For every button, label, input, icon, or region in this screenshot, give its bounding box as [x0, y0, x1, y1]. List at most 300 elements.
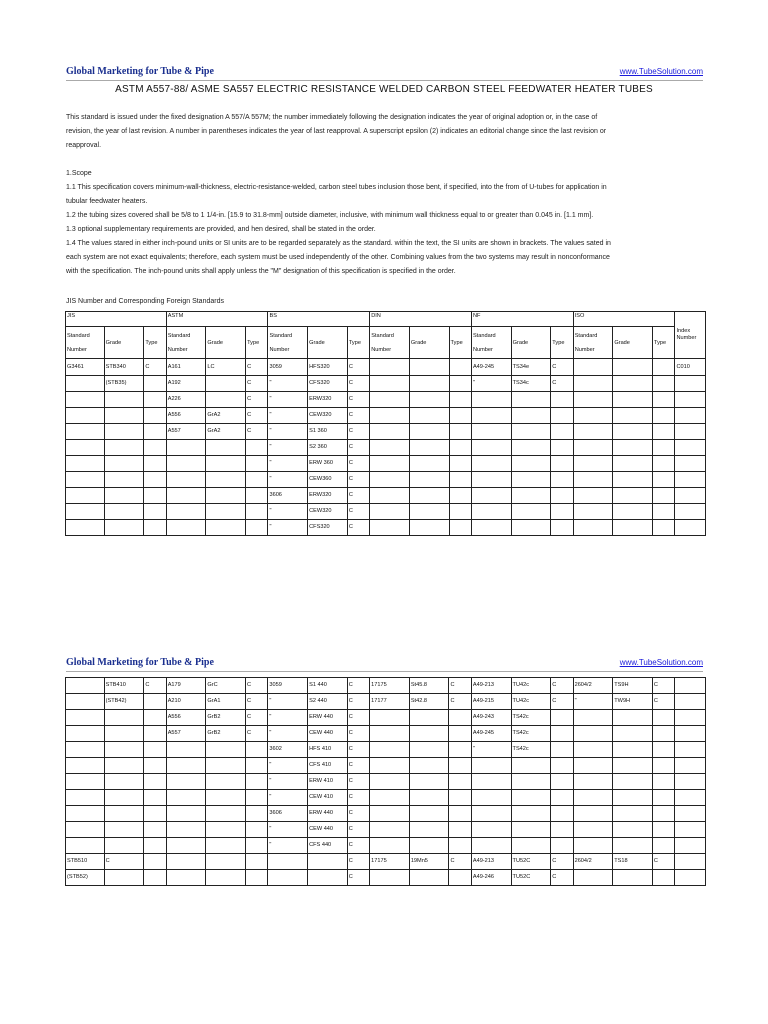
table-cell: [246, 774, 268, 790]
table-row: [66, 678, 706, 694]
table-cell: CFS 410: [308, 758, 348, 774]
table-cell: CFS 440: [308, 838, 348, 854]
table-cell: 3606: [268, 806, 308, 822]
table-cell: A556: [166, 408, 206, 424]
table-cell: [144, 520, 166, 536]
table-cell: [66, 488, 105, 504]
table-cell: [104, 392, 144, 408]
table-cell: [613, 790, 653, 806]
table-cell: [449, 758, 471, 774]
table-cell: LC: [206, 359, 246, 376]
table-cell: [613, 742, 653, 758]
table-cell: [551, 774, 573, 790]
table-cell: C: [347, 790, 369, 806]
table-cell: [66, 424, 105, 440]
table-cell: [573, 408, 613, 424]
table-row: [66, 520, 706, 536]
table-cell: [104, 726, 144, 742]
table-cell: [449, 504, 471, 520]
table-cell: [144, 504, 166, 520]
table-cell: [166, 774, 206, 790]
table-cell: [370, 838, 410, 854]
table-cell: [449, 726, 471, 742]
table-cell: A192: [166, 376, 206, 392]
table-cell: A179: [166, 678, 206, 694]
table-cell: C: [246, 424, 268, 440]
column-header: Standard Number: [471, 327, 511, 359]
table-cell: [409, 726, 449, 742]
table-row: [66, 774, 706, 790]
table-cell: [652, 870, 674, 886]
table-cell: [370, 392, 410, 408]
table-cell: TU52C: [511, 870, 551, 886]
table-row: [66, 790, 706, 806]
table-cell: [511, 806, 551, 822]
table-cell: [652, 822, 674, 838]
header-rule: [66, 80, 703, 81]
table-cell: [675, 870, 706, 886]
table-cell: [409, 392, 449, 408]
table-cell: S1 360: [308, 424, 348, 440]
column-header: Grade: [308, 327, 348, 359]
table-row: [66, 758, 706, 774]
table-cell: [573, 359, 613, 376]
table-cell: HFS320: [308, 359, 348, 376]
table-cell: [104, 456, 144, 472]
table-cell: [409, 790, 449, 806]
table-cell: [511, 790, 551, 806]
table-cell: [652, 726, 674, 742]
intro-paragraph: [66, 111, 706, 153]
table-cell: [104, 758, 144, 774]
table-cell: [613, 488, 653, 504]
table-cell: A49-213: [471, 854, 511, 870]
table-cell: C: [347, 870, 369, 886]
table-cell: [449, 359, 471, 376]
table-cell: [675, 440, 706, 456]
table-cell: [551, 806, 573, 822]
table-cell: [653, 359, 675, 376]
table-cell: [144, 806, 166, 822]
table-cell: [653, 408, 675, 424]
table-cell: [104, 488, 144, 504]
table-cell: A49-213: [471, 678, 511, 694]
table-cell: [613, 424, 653, 440]
table-cell: [370, 359, 410, 376]
scope-line: 1.3 optional supplementary requirements are provided, and hen desired, shall be stated in the order.: [66, 226, 376, 233]
table-cell: [551, 504, 573, 520]
table-cell: ": [573, 694, 613, 710]
table-cell: [675, 806, 706, 822]
table-cell: [449, 520, 471, 536]
table-cell: [573, 488, 613, 504]
table-cell: [511, 408, 551, 424]
table-cell: [370, 710, 410, 726]
table-cell: C: [246, 694, 268, 710]
table-cell: C: [449, 678, 471, 694]
column-header: Grade: [613, 327, 653, 359]
table-cell: [471, 806, 511, 822]
table-cell: TS42c: [511, 742, 551, 758]
table-cell: [308, 870, 348, 886]
column-header: Type: [144, 327, 166, 359]
table-cell: C: [246, 710, 268, 726]
table-cell: A49-245: [471, 359, 511, 376]
column-header: Grade: [409, 327, 449, 359]
table-cell: 17175: [370, 854, 410, 870]
table-cell: [66, 376, 105, 392]
table-row: [66, 408, 706, 424]
table-cell: C: [347, 710, 369, 726]
table-cell: [613, 710, 653, 726]
table-cell: [573, 424, 613, 440]
table-cell: ": [268, 520, 308, 536]
table-cell: [144, 710, 166, 726]
table-cell: C: [347, 424, 369, 440]
table-cell: [613, 806, 653, 822]
table-cell: [511, 504, 551, 520]
table-cell: [166, 472, 206, 488]
table-caption: JIS Number and Corresponding Foreign Standards: [66, 298, 224, 305]
table-cell: A49-245: [471, 726, 511, 742]
table-cell: [653, 520, 675, 536]
table-cell: [370, 424, 410, 440]
table-row: [66, 870, 706, 886]
table-cell: (STB42): [104, 694, 144, 710]
table-cell: [246, 758, 268, 774]
table-cell: [144, 392, 166, 408]
table-cell: [573, 758, 613, 774]
table-cell: [370, 408, 410, 424]
table-cell: C: [551, 694, 573, 710]
table-cell: S2 440: [308, 694, 348, 710]
table-cell: [551, 822, 573, 838]
table-cell: [511, 758, 551, 774]
group-header: BS: [268, 312, 370, 327]
table-cell: ": [268, 408, 308, 424]
table-cell: [66, 822, 105, 838]
table-cell: [573, 822, 613, 838]
group-header: JIS: [66, 312, 167, 327]
table-cell: [573, 520, 613, 536]
table-cell: [370, 504, 410, 520]
table-cell: C: [551, 359, 573, 376]
table-cell: [246, 806, 268, 822]
table-cell: [613, 520, 653, 536]
table-cell: S2 360: [308, 440, 348, 456]
table-cell: [449, 790, 471, 806]
table-row: [66, 488, 706, 504]
site-link[interactable]: www.TubeSolution.com: [619, 658, 703, 667]
table-cell: [370, 742, 410, 758]
table-cell: [449, 472, 471, 488]
table-row: [66, 456, 706, 472]
table-cell: [370, 472, 410, 488]
table-cell: [652, 806, 674, 822]
table-cell: [66, 726, 105, 742]
table-cell: [471, 472, 511, 488]
table-row: [66, 694, 706, 710]
table-cell: [206, 742, 246, 758]
table-cell: TU42c: [511, 694, 551, 710]
table-cell: [471, 838, 511, 854]
table-cell: [166, 870, 206, 886]
table-cell: [675, 774, 706, 790]
table-cell: [675, 726, 706, 742]
brand-name: Global Marketing for Tube & Pipe: [66, 657, 214, 668]
table-cell: [551, 520, 573, 536]
table-cell: ": [471, 376, 511, 392]
table-cell: C: [347, 440, 369, 456]
table-cell: [675, 710, 706, 726]
table-row: [66, 472, 706, 488]
table-cell: [471, 440, 511, 456]
table-cell: C: [551, 678, 573, 694]
table-cell: C: [652, 694, 674, 710]
table-cell: [675, 424, 706, 440]
table-cell: [573, 376, 613, 392]
table-cell: S1 440: [308, 678, 348, 694]
table-cell: TS42c: [511, 726, 551, 742]
table-cell: [613, 456, 653, 472]
table-cell: ERW 410: [308, 774, 348, 790]
table-cell: [675, 822, 706, 838]
table-cell: 17177: [370, 694, 410, 710]
page-header-2: [66, 657, 703, 671]
table-cell: TS9H: [613, 678, 653, 694]
table-cell: ": [268, 790, 308, 806]
table-cell: [66, 456, 105, 472]
table-cell: [66, 678, 105, 694]
table-row: [66, 504, 706, 520]
table-cell: [166, 520, 206, 536]
table-cell: CEW 410: [308, 790, 348, 806]
table-cell: [551, 790, 573, 806]
table-cell: [653, 440, 675, 456]
table-cell: ERW 360: [308, 456, 348, 472]
table-cell: [144, 376, 166, 392]
table-cell: [370, 520, 410, 536]
table-cell: C: [246, 408, 268, 424]
scope-line: each system are not exact equivalents; therefore, each system must be used independently of the other. Combining values from the two systems may result in nonconformance: [66, 254, 610, 261]
table-cell: A49-246: [471, 870, 511, 886]
table-cell: [104, 408, 144, 424]
table-cell: C: [347, 520, 369, 536]
standards-table-continued: [65, 677, 706, 886]
table-cell: 2604/2: [573, 854, 613, 870]
table-cell: [471, 392, 511, 408]
table-cell: [104, 472, 144, 488]
column-header: Type: [246, 327, 268, 359]
table-cell: [613, 504, 653, 520]
table-cell: [166, 456, 206, 472]
column-header: Type: [347, 327, 369, 359]
table-cell: [206, 520, 246, 536]
table-cell: [573, 806, 613, 822]
table-cell: [246, 854, 268, 870]
table-cell: [144, 694, 166, 710]
table-cell: C: [347, 376, 369, 392]
table-cell: [573, 838, 613, 854]
table-cell: C: [347, 806, 369, 822]
table-cell: [449, 488, 471, 504]
table-cell: [573, 440, 613, 456]
table-cell: TW9H: [613, 694, 653, 710]
table-cell: CEW 440: [308, 822, 348, 838]
scope-line: with the specification. The inch-pound units shall apply unless the "M" designation of this specification is specified in the order.: [66, 268, 456, 275]
table-cell: [166, 488, 206, 504]
table-cell: C: [347, 774, 369, 790]
table-cell: C: [347, 504, 369, 520]
table-cell: [449, 392, 471, 408]
table-cell: [573, 870, 613, 886]
table-cell: [449, 710, 471, 726]
table-cell: C: [347, 472, 369, 488]
table-cell: [246, 790, 268, 806]
table-cell: [409, 806, 449, 822]
table-cell: [613, 726, 653, 742]
table-cell: [409, 504, 449, 520]
table-cell: ": [268, 694, 308, 710]
table-cell: [66, 838, 105, 854]
table-cell: [613, 440, 653, 456]
table-cell: [551, 424, 573, 440]
table-cell: [144, 854, 166, 870]
table-cell: [471, 408, 511, 424]
table-cell: [551, 710, 573, 726]
table-cell: [613, 376, 653, 392]
table-cell: [206, 472, 246, 488]
table-cell: [449, 774, 471, 790]
table-cell: ": [268, 456, 308, 472]
table-cell: [613, 838, 653, 854]
table-cell: [409, 774, 449, 790]
table-cell: [449, 376, 471, 392]
table-cell: C: [347, 488, 369, 504]
table-cell: [206, 504, 246, 520]
table-cell: [66, 758, 105, 774]
table-cell: [409, 870, 449, 886]
table-cell: [471, 488, 511, 504]
table-cell: 3059: [268, 678, 308, 694]
brand-name: Global Marketing for Tube & Pipe: [66, 66, 214, 77]
table-cell: [653, 376, 675, 392]
table-cell: [268, 870, 308, 886]
table-cell: [573, 710, 613, 726]
header-rule: [66, 671, 703, 672]
table-cell: [370, 774, 410, 790]
table-cell: A557: [166, 726, 206, 742]
column-header: Standard Number: [268, 327, 308, 359]
table-row: [66, 822, 706, 838]
table-cell: [675, 376, 706, 392]
column-header: Grade: [206, 327, 246, 359]
table-cell: [551, 456, 573, 472]
table-cell: [144, 774, 166, 790]
table-cell: [613, 359, 653, 376]
table-cell: St42.8: [409, 694, 449, 710]
table-cell: [511, 488, 551, 504]
table-cell: [370, 822, 410, 838]
table-cell: C: [551, 376, 573, 392]
table-cell: [104, 424, 144, 440]
table-cell: [551, 758, 573, 774]
table-cell: [246, 504, 268, 520]
table-cell: [409, 440, 449, 456]
table-cell: C: [246, 392, 268, 408]
table-cell: [449, 424, 471, 440]
table-cell: [551, 408, 573, 424]
table-cell: [511, 822, 551, 838]
table-cell: A161: [166, 359, 206, 376]
table-cell: [675, 758, 706, 774]
table-cell: TS34e: [511, 359, 551, 376]
table-cell: [66, 408, 105, 424]
table-cell: C: [104, 854, 144, 870]
table-cell: [246, 472, 268, 488]
table-cell: CFS320: [308, 376, 348, 392]
table-cell: [370, 376, 410, 392]
table-cell: CFS320: [308, 520, 348, 536]
site-link[interactable]: www.TubeSolution.com: [619, 67, 703, 76]
table-cell: [551, 440, 573, 456]
table-cell: [675, 408, 706, 424]
table-cell: [206, 838, 246, 854]
table-cell: [66, 694, 105, 710]
table-cell: GrB2: [206, 710, 246, 726]
table-cell: [66, 472, 105, 488]
table-cell: ": [471, 742, 511, 758]
table-cell: ERW 440: [308, 710, 348, 726]
group-header: NF: [471, 312, 573, 327]
table-cell: [653, 424, 675, 440]
table-cell: CEW320: [308, 408, 348, 424]
table-cell: [206, 822, 246, 838]
table-cell: [449, 806, 471, 822]
table-cell: [471, 758, 511, 774]
table-cell: [144, 488, 166, 504]
table-cell: [675, 838, 706, 854]
table-cell: [409, 376, 449, 392]
table-cell: GrC: [206, 678, 246, 694]
table-cell: STB510: [66, 854, 105, 870]
table-cell: [144, 838, 166, 854]
table-cell: [66, 520, 105, 536]
table-cell: 2604/2: [573, 678, 613, 694]
table-row: [66, 424, 706, 440]
table-cell: [206, 790, 246, 806]
table-cell: [104, 742, 144, 758]
table-cell: [246, 456, 268, 472]
table-cell: [166, 742, 206, 758]
table-cell: [166, 806, 206, 822]
group-header: DIN: [370, 312, 472, 327]
table-cell: C: [246, 376, 268, 392]
table-cell: ": [268, 424, 308, 440]
column-header: Standard Number: [166, 327, 206, 359]
table-cell: [370, 870, 410, 886]
table-cell: ": [268, 822, 308, 838]
table-cell: [104, 806, 144, 822]
table-cell: CEW320: [308, 504, 348, 520]
table-cell: STB340: [104, 359, 144, 376]
table-cell: [471, 822, 511, 838]
table-cell: [370, 440, 410, 456]
table-cell: [246, 742, 268, 758]
table-cell: [409, 408, 449, 424]
column-header: Type: [551, 327, 573, 359]
table-cell: [104, 822, 144, 838]
